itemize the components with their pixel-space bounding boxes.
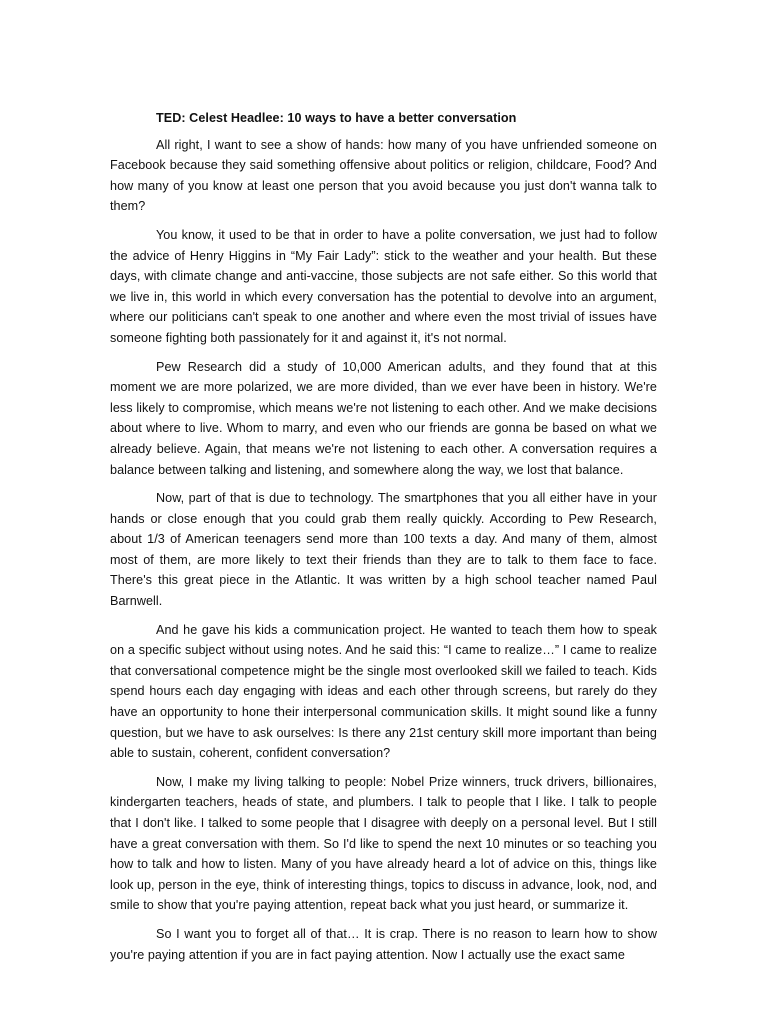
paragraph: So I want you to forget all of that… It is crap. There is no reason to learn how to show you're paying attention if you are in fact paying attention. Now I actually use the exact same xyxy=(110,926,657,962)
paragraph: All right, I want to see a show of hands: how many of you have unfriended someone on Facebook because they said something offensive about politics or religion, childcare, Food? And how many of you know at least one person that you avoid because you just don't wanna talk to them? xyxy=(110,137,657,214)
paragraph: Pew Research did a study of 10,000 American adults, and they found that at this moment we are more polarized, we are more divided, than we ever have been in history. We're less likely to compromise, which means we're not listening to each other. And we make decisions about where to live. Whom to marry, and even who our friends are gonna be based on what we already believe. Again, that means we're not listening to each other. A conversation requires a balance between talking and listening, and somewhere along the way, we lost that balance. xyxy=(110,359,657,477)
paragraph: Now, I make my living talking to people: Nobel Prize winners, truck drivers, billionaires, kindergarten teachers, heads of state, and plumbers. I talk to people that I like. I talk to people that I don't like. I talked to some people that I disagree with deeply on a personal level. But I still have a great conversation with them. So I'd like to spend the next 10 minutes or so teaching you how to talk and how to listen. Many of you have already heard a lot of advice on this, things like look up, person in the eye, think of interesting things, topics to discuss in advance, look, nod, and smile to show that you're paying attention, repeat back what you just heard, or summarize it. xyxy=(110,774,657,913)
document-title: TED: Celest Headlee: 10 ways to have a better conversation xyxy=(156,111,517,125)
paragraph: You know, it used to be that in order to have a polite conversation, we just had to follow the advice of Henry Higgins in “My Fair Lady”: stick to the weather and your health. But these days, with climate change and anti-vaccine, those subjects are not safe either. So this world that we live in, this world in which every conversation has the potential to devolve into an argument, where our politicians can't speak to one another and where even the most trivial of issues have someone fighting both passionately for it and against it, it's not normal. xyxy=(110,227,657,345)
paragraph: Now, part of that is due to technology. The smartphones that you all either have in your hands or close enough that you could grab them really quickly. According to Pew Research, about 1/3 of American teenagers send more than 100 texts a day. And many of them, almost most of them, are more likely to text their friends than they are to talk to them face to face. There's this great piece in the Atlantic. It was written by a high school teacher named Paul Barnwell. xyxy=(110,491,657,609)
paragraph: And he gave his kids a communication project. He wanted to teach them how to speak on a specific subject without using notes. And he said this: “I came to realize…” I came to realize that conversational competence might be the single most overlooked skill we failed to teach. Kids spend hours each day engaging with ideas and each other through screens, but rarely do they have an opportunity to hone their interpersonal communication skills. It might sound like a funny question, but we have to ask ourselves: Is there any 21st century skill more important than being able to sustain, coherent, confident conversation? xyxy=(110,622,657,761)
document-page xyxy=(110,108,657,973)
